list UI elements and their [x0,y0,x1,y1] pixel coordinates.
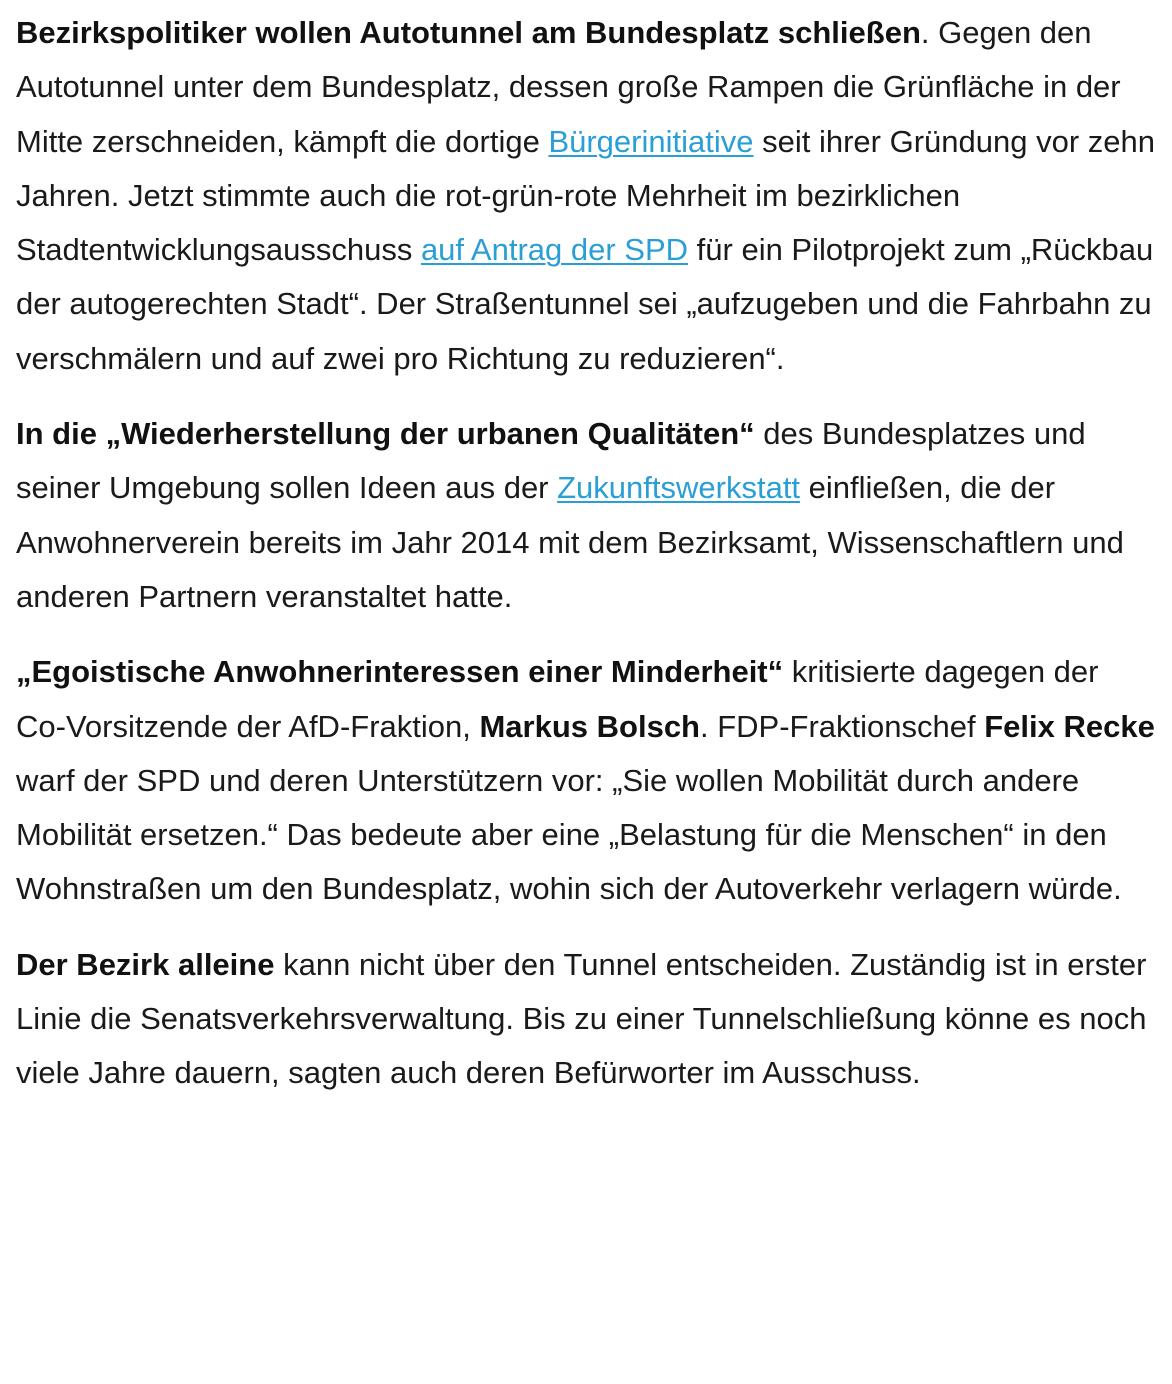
paragraph-tunnel-closure [16,6,1156,386]
paragraph-text: des Bundesplatzes und seiner Umgebung sollen Ideen aus der [16,416,1086,506]
paragraph-text: für ein Pilotprojekt zum „Rückbau der autogerechten Stadt“. Der Straßentunnel sei „aufzugeben und die Fahrbahn zu verschmälern und auf zwei pro Richtung zu reduzieren“. [16,232,1154,376]
link-zukunftswerkstatt[interactable]: Zukunftswerkstatt [557,470,801,506]
paragraph-lead-bold: In die „Wiederherstellung der urbanen Qualitäten“ [16,416,755,452]
paragraph-text: . Gegen den Autotunnel unter dem Bundesplatz, dessen große Rampen die Grünfläche in der Mitte zerschneiden, kämpft die dortige [16,15,1121,159]
paragraph-text: kann nicht über den Tunnel entscheiden. Zuständig ist in erster Linie die Senatsverkehrsverwaltung. Bis zu einer Tunnelschließung könne es noch viele Jahre dauern, sagten auch deren Befürworter im Ausschuss. [16,946,1147,1091]
person-name-recke: Felix Recke [984,708,1155,744]
paragraph-responsibility [16,938,1156,1101]
paragraph-lead-bold: Bezirkspolitiker wollen Autotunnel am Bundesplatz schließen [16,15,921,50]
link-antrag-spd[interactable]: auf Antrag der SPD [420,232,689,268]
person-name-bolsch: Markus Bolsch [479,708,700,744]
paragraph-criticism [16,645,1156,916]
paragraph-urban-qualities [16,407,1156,624]
paragraph-lead-bold: „Egoistische Anwohnerinteressen einer Minderheit“ [16,654,784,690]
paragraph-text: warf der SPD und deren Unterstützern vor: „Sie wollen Mobilität durch andere Mobilität ersetzen.“ Das bedeute aber eine „Belastung für die Menschen“ in den Wohnstraßen um den Bundesplatz, wohin sich der Autoverkehr verlagern würde. [16,762,1122,907]
paragraph-text: . FDP-Fraktionschef [700,708,985,744]
paragraph-text: seit ihrer Gründung vor zehn Jahren. Jetzt stimmte auch die rot-grün-rote Mehrheit im bezirklichen Stadtentwicklungsausschuss [16,123,1155,268]
paragraph-text: kritisierte dagegen der Co-Vorsitzende der AfD-Fraktion, [16,654,1099,744]
link-buergerinitiative[interactable]: Bürgerinitiative [548,123,754,159]
paragraph-lead-bold: Der Bezirk alleine [16,946,275,982]
paragraph-text: einfließen, die der Anwohnerverein bereits im Jahr 2014 mit dem Bezirksamt, Wissenschaftlern und anderen Partnern veranstaltet hatte. [16,470,1124,614]
